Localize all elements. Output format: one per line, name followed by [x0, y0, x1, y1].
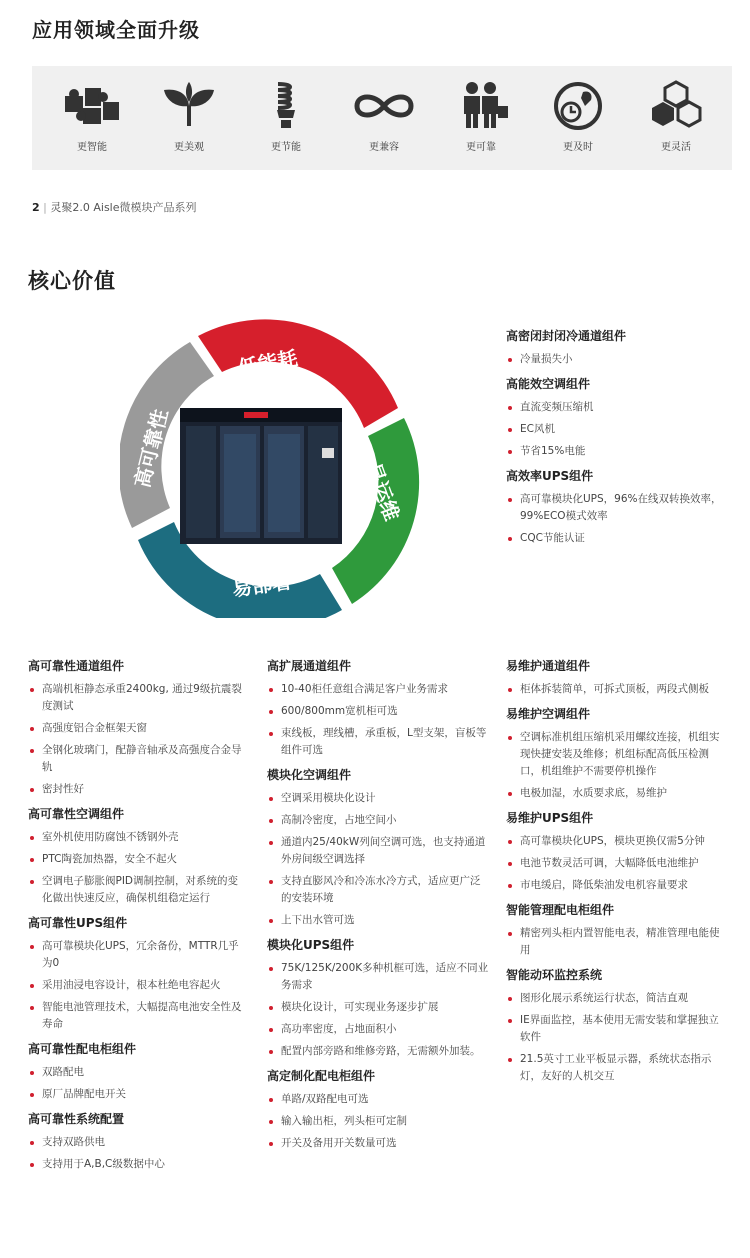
group-title: 高可靠性UPS组件	[28, 916, 128, 930]
feature-item: 配置内部旁路和维修旁路，无需额外加装。	[267, 1043, 489, 1060]
page-number: 2	[32, 201, 40, 214]
feature-item: 开关及备用开关数量可选	[267, 1135, 489, 1152]
clock-icon	[545, 80, 611, 132]
feature-item: 市电缓启，降低柴油发电机容量要求	[506, 877, 726, 894]
feature-list	[28, 1064, 248, 1103]
feature-label: 更美观	[174, 142, 204, 153]
feature-label: 更灵活	[661, 142, 691, 153]
breadcrumb	[32, 199, 197, 215]
feature-item: 支持双路供电	[28, 1134, 248, 1151]
wheel-label-easy-maintenance: 易运维	[361, 459, 405, 524]
feature-icon-bar	[32, 66, 732, 170]
scalability-column	[267, 659, 489, 1161]
feature-item: 75K/125K/200K多种机框可选，适应不同业务需求	[267, 960, 489, 994]
breadcrumb-separator: |	[43, 201, 47, 214]
group-title: 模块化空调组件	[267, 768, 352, 782]
feature-item: 600/800mm宽机柜可选	[267, 703, 489, 720]
group-title: 智能管理配电柜组件	[506, 903, 615, 917]
feature-list	[506, 925, 726, 959]
people-icon	[448, 80, 514, 132]
feature-list	[506, 833, 726, 894]
feature-item: 智能电池管理技术，大幅提高电池安全性及寿命	[28, 999, 248, 1033]
feature-list	[28, 829, 248, 907]
feature-item: 支持直膨风冷和冷冻水冷方式，适应更广泛的安装环境	[267, 873, 489, 907]
feature-label: 更兼容	[369, 142, 399, 153]
feature-item: 直流变频压缩机	[506, 399, 726, 416]
bulb-icon	[253, 80, 319, 132]
feature-item: 图形化展示系统运行状态，简洁直观	[506, 990, 726, 1007]
group-title: 高可靠性空调组件	[28, 807, 125, 821]
section-heading: 核心价值	[28, 269, 116, 293]
feature-energy	[246, 80, 326, 153]
feature-item: 电池节数灵活可调，大幅降低电池维护	[506, 855, 726, 872]
feature-item: 冷量损失小	[506, 351, 726, 368]
feature-item: 21.5英寸工业平板显示器，系统状态指示灯，友好的人机交互	[506, 1051, 726, 1085]
page-heading: 应用领域全面升级	[32, 18, 200, 42]
group-title: 模块化UPS组件	[267, 938, 355, 952]
group-title: 智能动环监控系统	[506, 968, 603, 982]
feature-item: 采用油浸电容设计，根本杜绝电容起火	[28, 977, 248, 994]
feature-item: 室外机使用防腐蚀不锈钢外壳	[28, 829, 248, 846]
feature-list	[506, 491, 726, 547]
group-title: 高可靠性通道组件	[28, 659, 125, 673]
feature-list	[28, 1134, 248, 1173]
feature-item: 上下出水管可选	[267, 912, 489, 929]
group-title: 易维护UPS组件	[506, 811, 594, 825]
feature-item: 全钢化玻璃门，配静音轴承及高强度合金导轨	[28, 742, 248, 776]
feature-compatible	[344, 80, 424, 153]
wheel-segment-easy-maintenance	[332, 418, 419, 604]
feature-list	[506, 351, 726, 368]
feature-reliable	[441, 80, 521, 153]
feature-list	[267, 960, 489, 1060]
feature-list	[28, 938, 248, 1033]
feature-item: EC风机	[506, 421, 726, 438]
feature-item: 柜体拆装简单，可拆式顶板，两段式侧板	[506, 681, 726, 698]
feature-list	[267, 1091, 489, 1152]
feature-list	[267, 790, 489, 929]
feature-beautiful	[149, 80, 229, 153]
puzzle-icon	[59, 80, 125, 132]
group-title: 高能效空调组件	[506, 377, 591, 391]
wheel-label-high-reliability: 高可靠性	[129, 406, 173, 491]
wheel-label-low-energy: 低能耗	[236, 345, 300, 381]
group-title: 高可靠性配电柜组件	[28, 1042, 137, 1056]
feature-item: IE界面监控，基本使用无需安装和掌握独立软件	[506, 1012, 726, 1046]
group-title: 高效率UPS组件	[506, 469, 594, 483]
feature-list	[506, 399, 726, 460]
feature-label: 更可靠	[466, 142, 496, 153]
group-title: 高密闭封闭冷通道组件	[506, 329, 627, 343]
feature-item: 输入输出柜，列头柜可定制	[267, 1113, 489, 1130]
group-title: 易维护空调组件	[506, 707, 591, 721]
product-logo	[244, 412, 268, 418]
feature-item: 通道内25/40kW列间空调可选，也支持通道外房间级空调选择	[267, 834, 489, 868]
group-title: 易维护通道组件	[506, 659, 591, 673]
feature-item: 电极加湿，水质要求底，易维护	[506, 785, 726, 802]
wheel-label-easy-deployment: 易部署	[230, 568, 294, 602]
feature-list	[267, 681, 489, 759]
feature-item: 密封性好	[28, 781, 248, 798]
maintenance-column	[506, 659, 726, 1094]
feature-item: 原厂品牌配电开关	[28, 1086, 248, 1103]
feature-item: 空调标准机组压缩机采用螺纹连接，机组实现快捷安装及维修；机组标配高低压检测口，机组维护不需要停机操作	[506, 729, 726, 780]
feature-list	[28, 681, 248, 798]
feature-item: 双路配电	[28, 1064, 248, 1081]
feature-item: 空调采用模块化设计	[267, 790, 489, 807]
series-title: 灵聚2.0 Aisle微模块产品系列	[50, 201, 197, 214]
feature-label: 更及时	[563, 142, 593, 153]
feature-item: 高可靠模块化UPS，冗余备份，MTTR几乎为0	[28, 938, 248, 972]
feature-item: 精密列头柜内置智能电表，精准管理电能使用	[506, 925, 726, 959]
feature-item: 单路/双路配电可选	[267, 1091, 489, 1108]
top-right-feature-list	[506, 329, 726, 556]
feature-list	[506, 681, 726, 698]
feature-item: 高强度铝合金框架天窗	[28, 720, 248, 737]
core-value-wheel	[120, 318, 420, 618]
feature-list	[506, 990, 726, 1085]
feature-flexible	[636, 80, 716, 153]
feature-item: 高可靠模块化UPS，96%在线双转换效率，99%ECO模式效率	[506, 491, 726, 525]
feature-label: 更节能	[271, 142, 301, 153]
feature-label: 更智能	[77, 142, 107, 153]
feature-smart	[52, 80, 132, 153]
feature-item: PTC陶瓷加热器，安全不起火	[28, 851, 248, 868]
feature-item: 高端机柜静态承重2400kg, 通过9级抗震裂度测试	[28, 681, 248, 715]
feature-item: 高制冷密度，占地空间小	[267, 812, 489, 829]
feature-timely	[538, 80, 618, 153]
feature-list	[506, 729, 726, 802]
group-title: 高扩展通道组件	[267, 659, 352, 673]
cubes-icon	[643, 80, 709, 132]
feature-item: 节省15%电能	[506, 443, 726, 460]
feature-item: 10-40柜任意组合满足客户业务需求	[267, 681, 489, 698]
feature-item: 模块化设计，可实现业务逐步扩展	[267, 999, 489, 1016]
leaf-icon	[156, 80, 222, 132]
infinity-icon	[351, 80, 417, 132]
feature-item: 高可靠模块化UPS，模块更换仅需5分钟	[506, 833, 726, 850]
feature-item: 支持用于A,B,C级数据中心	[28, 1156, 248, 1173]
reliability-column	[28, 659, 248, 1182]
feature-item: CQC节能认证	[506, 530, 726, 547]
feature-item: 束线板，理线槽，承重板，L型支架，盲板等组件可选	[267, 725, 489, 759]
feature-item: 空调电子膨胀阀PID调制控制，对系统的变化做出快速反应，确保机组稳定运行	[28, 873, 248, 907]
feature-item: 高功率密度，占地面积小	[267, 1021, 489, 1038]
group-title: 高定制化配电柜组件	[267, 1069, 376, 1083]
group-title: 高可靠性系统配置	[28, 1112, 125, 1126]
